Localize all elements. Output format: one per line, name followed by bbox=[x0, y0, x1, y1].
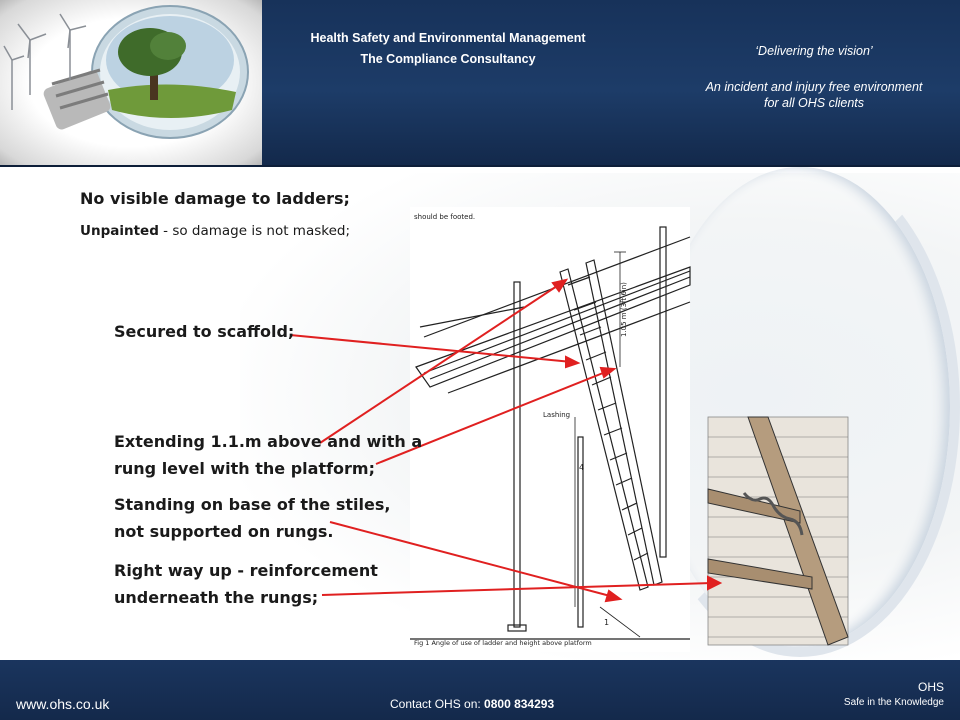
tagline: ‘Delivering the vision’ bbox=[755, 44, 873, 58]
brand-name: OHS bbox=[917, 680, 944, 694]
dimension-1-label: 1 bbox=[604, 618, 610, 627]
figure-caption: Fig 1 Angle of use of ladder and height above platform bbox=[414, 639, 592, 647]
lightbulb-tree-image bbox=[0, 0, 262, 165]
brand-block bbox=[844, 680, 944, 708]
sub-rest: - so damage is not masked; bbox=[158, 223, 351, 239]
brand-tagline: Safe in the Knowledge bbox=[843, 697, 944, 708]
lashing-label: Lashing bbox=[543, 411, 571, 419]
tagline-block bbox=[700, 43, 928, 111]
point-secured bbox=[114, 322, 294, 341]
org-line-1: Health Safety and Environmental Management bbox=[310, 31, 586, 45]
point-2-line2: rung level with the platform; bbox=[114, 459, 375, 478]
footer-banner bbox=[0, 660, 960, 720]
contact-label: Contact OHS on: bbox=[390, 697, 485, 711]
point-1-line1: Secured to scaffold; bbox=[114, 322, 295, 341]
height-label: 1.05 m (3ft 6in) bbox=[620, 282, 628, 337]
contact-number: 0800 834293 bbox=[484, 697, 555, 711]
dimension-4-label: 4 bbox=[579, 463, 585, 472]
point-4-line1: Right way up - reinforcement bbox=[114, 561, 378, 580]
lashing-detail-inset bbox=[708, 417, 848, 645]
organisation-title bbox=[262, 28, 634, 70]
point-2-line1: Extending 1.1.m above and with a bbox=[114, 432, 423, 451]
point-extending bbox=[114, 428, 422, 482]
header-banner bbox=[0, 0, 960, 167]
figure-caption-top: should be footed. bbox=[414, 213, 476, 221]
org-line-2: The Compliance Consultancy bbox=[360, 52, 536, 66]
mission-statement: An incident and injury free environment for all OHS clients bbox=[705, 80, 923, 110]
website-link[interactable]: www.ohs.co.uk bbox=[16, 696, 110, 712]
sub-bold: Unpainted bbox=[80, 223, 159, 239]
point-3-line1: Standing on base of the stiles, bbox=[114, 495, 391, 514]
slide-content bbox=[0, 167, 960, 660]
point-3-line2: not supported on rungs. bbox=[114, 522, 334, 541]
contact-info bbox=[390, 697, 554, 711]
lightbulb-logo bbox=[0, 0, 262, 165]
slide-subheading bbox=[80, 223, 350, 239]
slide-heading: No visible damage to ladders; bbox=[80, 189, 350, 208]
point-4-line2: underneath the rungs; bbox=[114, 588, 319, 607]
point-right-way-up bbox=[114, 557, 378, 611]
point-standing bbox=[114, 491, 390, 545]
